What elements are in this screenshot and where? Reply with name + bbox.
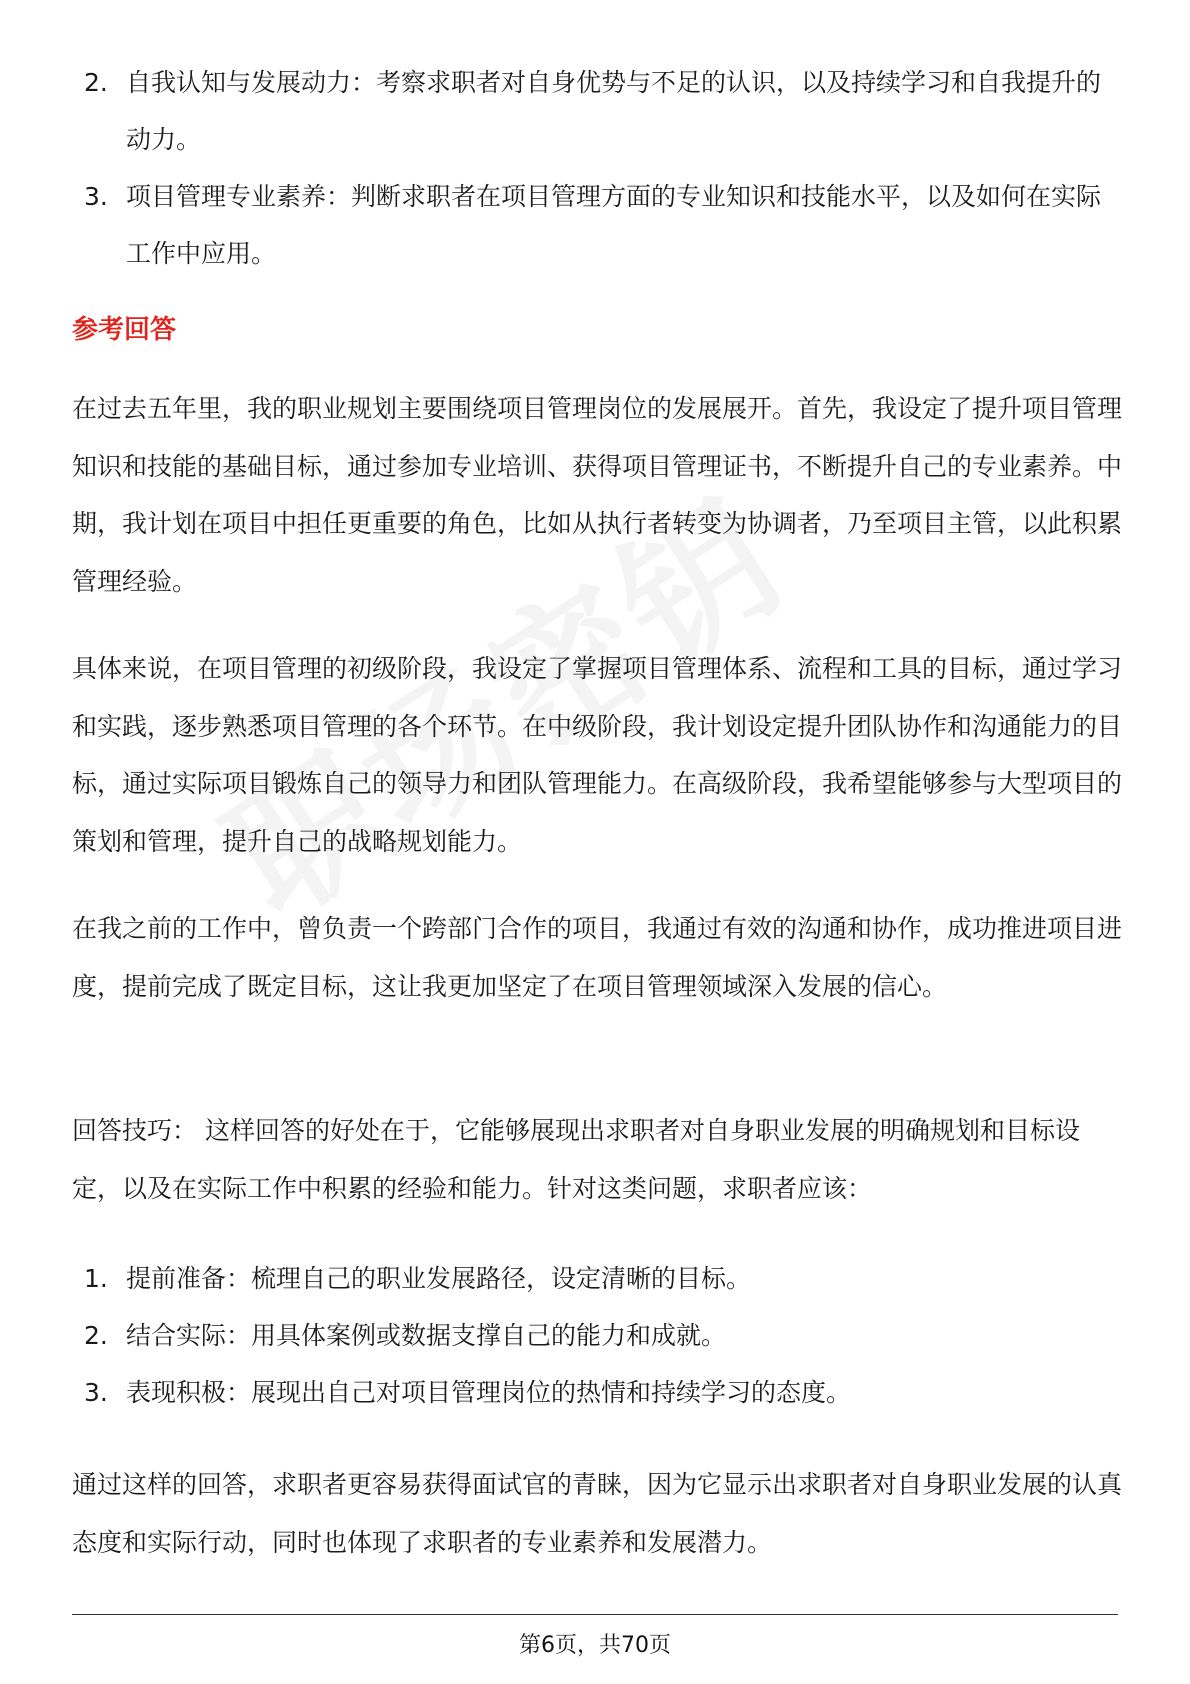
answer-paragraph-3: 在我之前的工作中，曾负责一个跨部门合作的项目，我通过有效的沟通和协作，成功推进项目进度，提前完成了既定目标，这让我更加坚定了在项目管理领域深入发展的信心。 — [72, 914, 1123, 1001]
list-item-text: 提前准备：梳理自己的职业发展路径，设定清晰的目标。 — [126, 1264, 752, 1293]
list-item-text: 自我认知与发展动力：考察求职者对自身优势与不足的认识，以及持续学习和自我提升的动力。 — [126, 68, 1102, 154]
list-number: 3. — [84, 182, 108, 211]
footer-divider — [72, 1614, 1118, 1615]
list-item — [70, 168, 1120, 282]
tips-numbered-list — [70, 1250, 1120, 1421]
section-title: 参考回答 — [72, 315, 177, 345]
list-item — [70, 1250, 1120, 1307]
list-number: 2. — [84, 1321, 108, 1350]
list-item-text: 项目管理专业素养：判断求职者在项目管理方面的专业知识和技能水平，以及如何在实际工作中应用。 — [126, 182, 1102, 268]
list-item — [70, 54, 1120, 168]
tips-intro-paragraph: 回答技巧： 这样回答的好处在于，它能够展现出求职者对自身职业发展的明确规划和目标设定，以及在实际工作中积累的经验和能力。针对这类问题，求职者应该： — [72, 1116, 1080, 1203]
list-item — [70, 1307, 1120, 1364]
answer-paragraph-2: 具体来说，在项目管理的初级阶段，我设定了掌握项目管理体系、流程和工具的目标，通过学习和实践，逐步熟悉项目管理的各个环节。在中级阶段，我计划设定提升团队协作和沟通能力的目标，通过实际项目锻炼自己的领导力和团队管理能力。在高级阶段，我希望能够参与大型项目的策划和管理，提升自己的战略规划能力。 — [72, 654, 1123, 856]
list-number: 3. — [84, 1378, 108, 1407]
closing-paragraph: 通过这样的回答，求职者更容易获得面试官的青睐，因为它显示出求职者对自身职业发展的认真态度和实际行动，同时也体现了求职者的专业素养和发展潜力。 — [72, 1470, 1123, 1557]
list-item — [70, 1364, 1120, 1421]
answer-paragraph-1: 在过去五年里，我的职业规划主要围绕项目管理岗位的发展展开。首先，我设定了提升项目管理知识和技能的基础目标，通过参加专业培训、获得项目管理证书，不断提升自己的专业素养。中期，我计划在项目中担任更重要的角色，比如从执行者转变为协调者，乃至项目主管，以此积累管理经验。 — [72, 394, 1123, 596]
list-item-text: 表现积极：展现出自己对项目管理岗位的热情和持续学习的态度。 — [126, 1378, 852, 1407]
list-number: 1. — [84, 1264, 108, 1293]
list-item-text: 结合实际：用具体案例或数据支撑自己的能力和成就。 — [126, 1321, 727, 1350]
page-number: 第6页，共70页 — [519, 1633, 671, 1658]
list-number: 2. — [84, 68, 108, 97]
top-numbered-list — [70, 54, 1120, 282]
